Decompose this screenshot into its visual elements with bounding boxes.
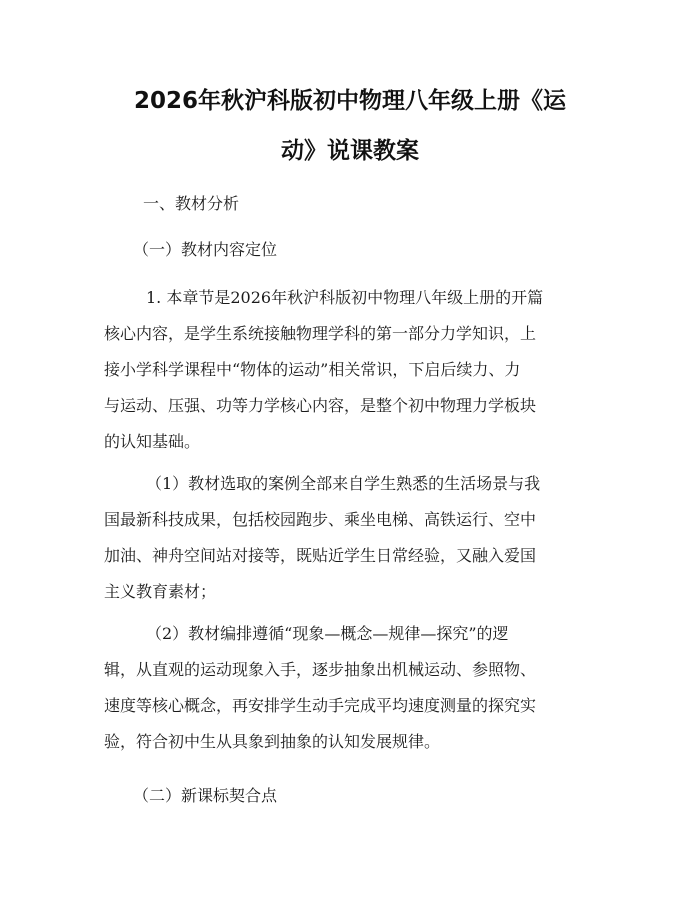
subsection-heading: （二）新课标契合点 xyxy=(133,786,278,805)
paragraph-line: 的认知基础。 xyxy=(104,432,201,451)
paragraph-line: 辑，从直观的运动现象入手，逐步抽象出机械运动、参照物、 xyxy=(104,660,537,679)
paragraph-line: （2）教材编排遵循“现象—概念—规律—探究”的逻 xyxy=(146,624,509,643)
paragraph-line: 速度等核心概念，再安排学生动手完成平均速度测量的探究实 xyxy=(104,696,537,715)
document-title xyxy=(100,76,600,176)
paragraph-line: 主义教育素材； xyxy=(104,582,217,601)
paragraph xyxy=(104,280,604,460)
paragraph xyxy=(104,616,604,760)
title-line: 2026年秋沪科版初中物理八年级上册《运 xyxy=(133,88,566,114)
paragraph-line: 加油、神舟空间站对接等，既贴近学生日常经验，又融入爱国 xyxy=(104,546,537,565)
paragraph xyxy=(104,466,604,610)
subsection-heading: （一）教材内容定位 xyxy=(133,240,278,259)
paragraph-line: 国最新科技成果，包括校园跑步、乘坐电梯、高铁运行、空中 xyxy=(104,510,537,529)
paragraph-line: 与运动、压强、功等力学核心内容，是整个初中物理力学板块 xyxy=(104,396,537,415)
paragraph-line: 1. 本章节是2026年秋沪科版初中物理八年级上册的开篇 xyxy=(146,288,544,307)
section-heading: 一、教材分析 xyxy=(143,194,240,213)
paragraph-line: 验，符合初中生从具象到抽象的认知发展规律。 xyxy=(104,732,441,751)
title-line: 动》说课教案 xyxy=(281,138,419,164)
paragraph-line: （1）教材选取的案例全部来自学生熟悉的生活场景与我 xyxy=(146,474,541,493)
paragraph-line: 核心内容，是学生系统接触物理学科的第一部分力学知识，上 xyxy=(104,324,537,343)
paragraph-line: 接小学科学课程中“物体的运动”相关常识，下启后续力、力 xyxy=(104,360,521,379)
